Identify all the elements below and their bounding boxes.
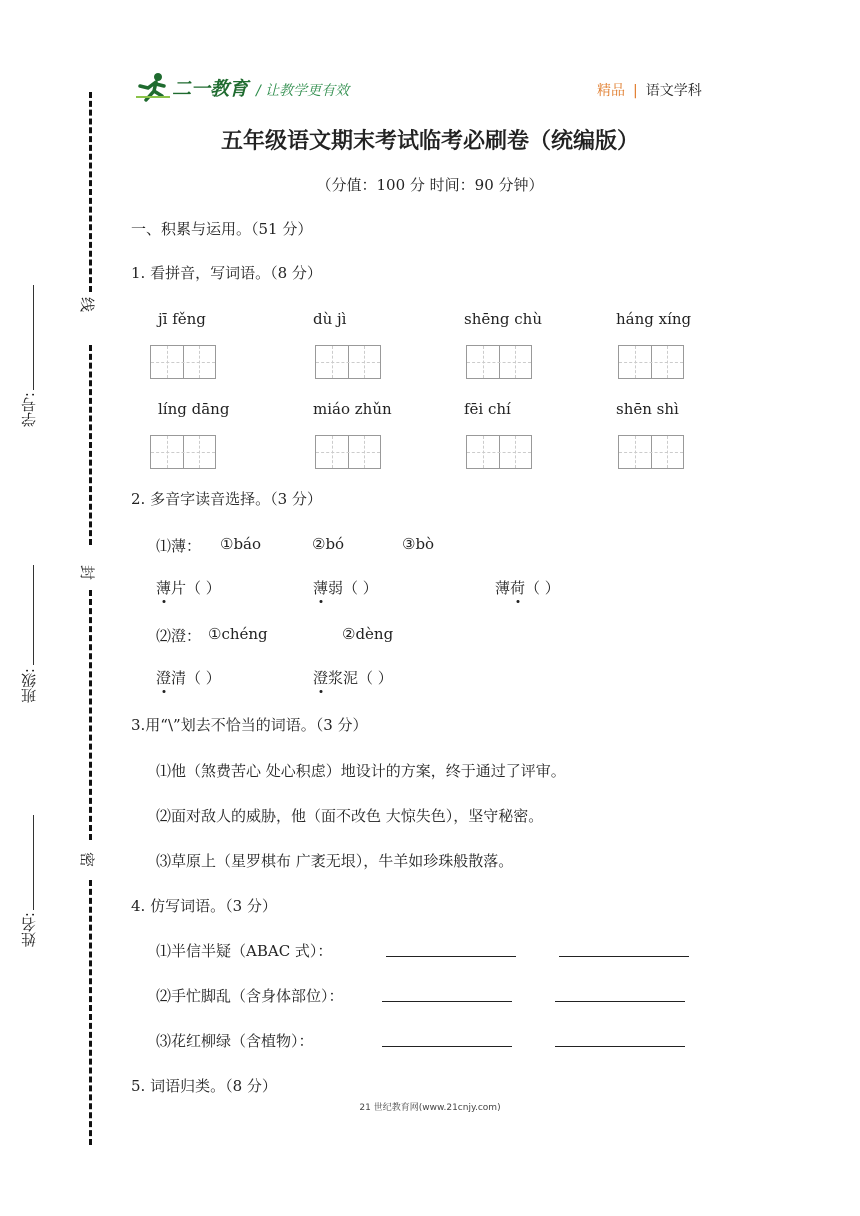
answer-blank[interactable] [382,1001,512,1002]
name-line [33,815,34,910]
seal-line-char: 线 [80,295,95,313]
q3-item: ⑶草原上（星罗棋布 广袤无垠），牛羊如珍珠般散落。 [156,852,514,870]
q1-pinyin: shēng chù [464,310,542,328]
q2-option: ②dèng [342,625,394,643]
answer-blank[interactable] [559,956,689,957]
quality-tag: 精品 [597,83,625,99]
class-label: 班级: [20,668,38,704]
q4-item: ⑶花红柳绿（含植物）： [156,1032,314,1050]
answer-blank[interactable] [382,1046,512,1047]
q2-word [313,577,378,598]
dotted-char: 澄 [156,669,172,687]
q2-word-rest: 清（ ） [171,669,221,687]
binding-dashed-line-mid2 [89,590,92,840]
runner-icon [136,72,170,102]
seal-secret-char: 密 [80,850,95,868]
q5-title: 5. 词语归类。（8 分） [131,1077,277,1095]
header-separator: | [633,83,638,99]
seal-seal-char: 封 [80,563,95,581]
answer-blank[interactable] [555,1001,685,1002]
dotted-char: 荷 [510,579,526,597]
q1-title: 1. 看拼音，写词语。（8 分） [131,264,322,282]
page-footer: 21 世纪教育网(www.21cnjy.com) [359,1103,501,1113]
answer-blank[interactable] [386,956,516,957]
q1-pinyin: háng xíng [616,310,692,328]
q2-word-rest: 浆泥（ ） [328,669,393,687]
writing-grid[interactable] [618,435,684,469]
page-subtitle: （分值：100 分 时间：90 分钟） [316,176,544,194]
section-1-heading: 一、积累与运用。（51 分） [131,220,313,238]
q4-item: ⑵手忙脚乱（含身体部位）： [156,987,344,1005]
dotted-char: 薄 [156,579,172,597]
q2-part1-char: ⑴薄： [156,537,202,555]
slogan: / 让教学更有效 [256,83,350,99]
q1-pinyin: shēn shì [616,400,679,418]
student-no-line [33,285,34,390]
q2-word [313,667,393,688]
q2-word-pre: 薄 [495,579,511,597]
q3-item: ⑵面对敌人的威胁，他（面不改色 大惊失色），坚守秘密。 [156,807,544,825]
logo [136,72,248,102]
logo-text: 二一教育 [172,77,249,100]
q2-option: ①chéng [208,625,268,643]
subject-tag: 语文学科 [645,83,702,99]
q2-word [495,577,560,598]
q2-word [156,667,221,688]
q2-title: 2. 多音字读音选择。（3 分） [131,490,322,508]
writing-grid[interactable] [466,345,532,379]
q2-option: ②bó [312,535,345,553]
dotted-char: 澄 [313,669,329,687]
q2-part2-char: ⑵澄： [156,627,202,645]
q1-pinyin: jī fěng [158,310,206,328]
class-line [33,565,34,665]
q1-pinyin: líng dāng [158,400,230,418]
name-label: 姓名: [20,912,38,948]
q2-word-rest: 片（ ） [171,579,221,597]
writing-grid[interactable] [150,435,216,469]
binding-dashed-line-mid [89,345,92,545]
dotted-char: 薄 [313,579,329,597]
writing-grid[interactable] [618,345,684,379]
answer-blank[interactable] [555,1046,685,1047]
q2-word-rest: （ ） [525,579,560,597]
q3-title: 3.用“\”划去不恰当的词语。（3 分） [131,716,368,734]
q1-pinyin: dù jì [313,310,347,328]
q4-title: 4. 仿写词语。（3 分） [131,897,277,915]
q2-word-rest: 弱（ ） [328,579,378,597]
student-no-label: 学号: [20,392,38,428]
q4-item: ⑴半信半疑（ABAC 式）： [156,942,333,960]
q2-word [156,577,221,598]
q1-pinyin: fēi chí [464,400,511,418]
writing-grid[interactable] [315,345,381,379]
q2-option: ①báo [220,535,262,553]
page-title: 五年级语文期末考试临考必刷卷（统编版） [220,129,639,154]
q2-option: ③bò [402,535,435,553]
q1-pinyin: miáo zhǔn [313,400,392,418]
header-right [597,80,702,100]
q3-item: ⑴他（煞费苦心 处心积虑）地设计的方案，终于通过了评审。 [156,762,566,780]
writing-grid[interactable] [466,435,532,469]
writing-grid[interactable] [315,435,381,469]
writing-grid[interactable] [150,345,216,379]
